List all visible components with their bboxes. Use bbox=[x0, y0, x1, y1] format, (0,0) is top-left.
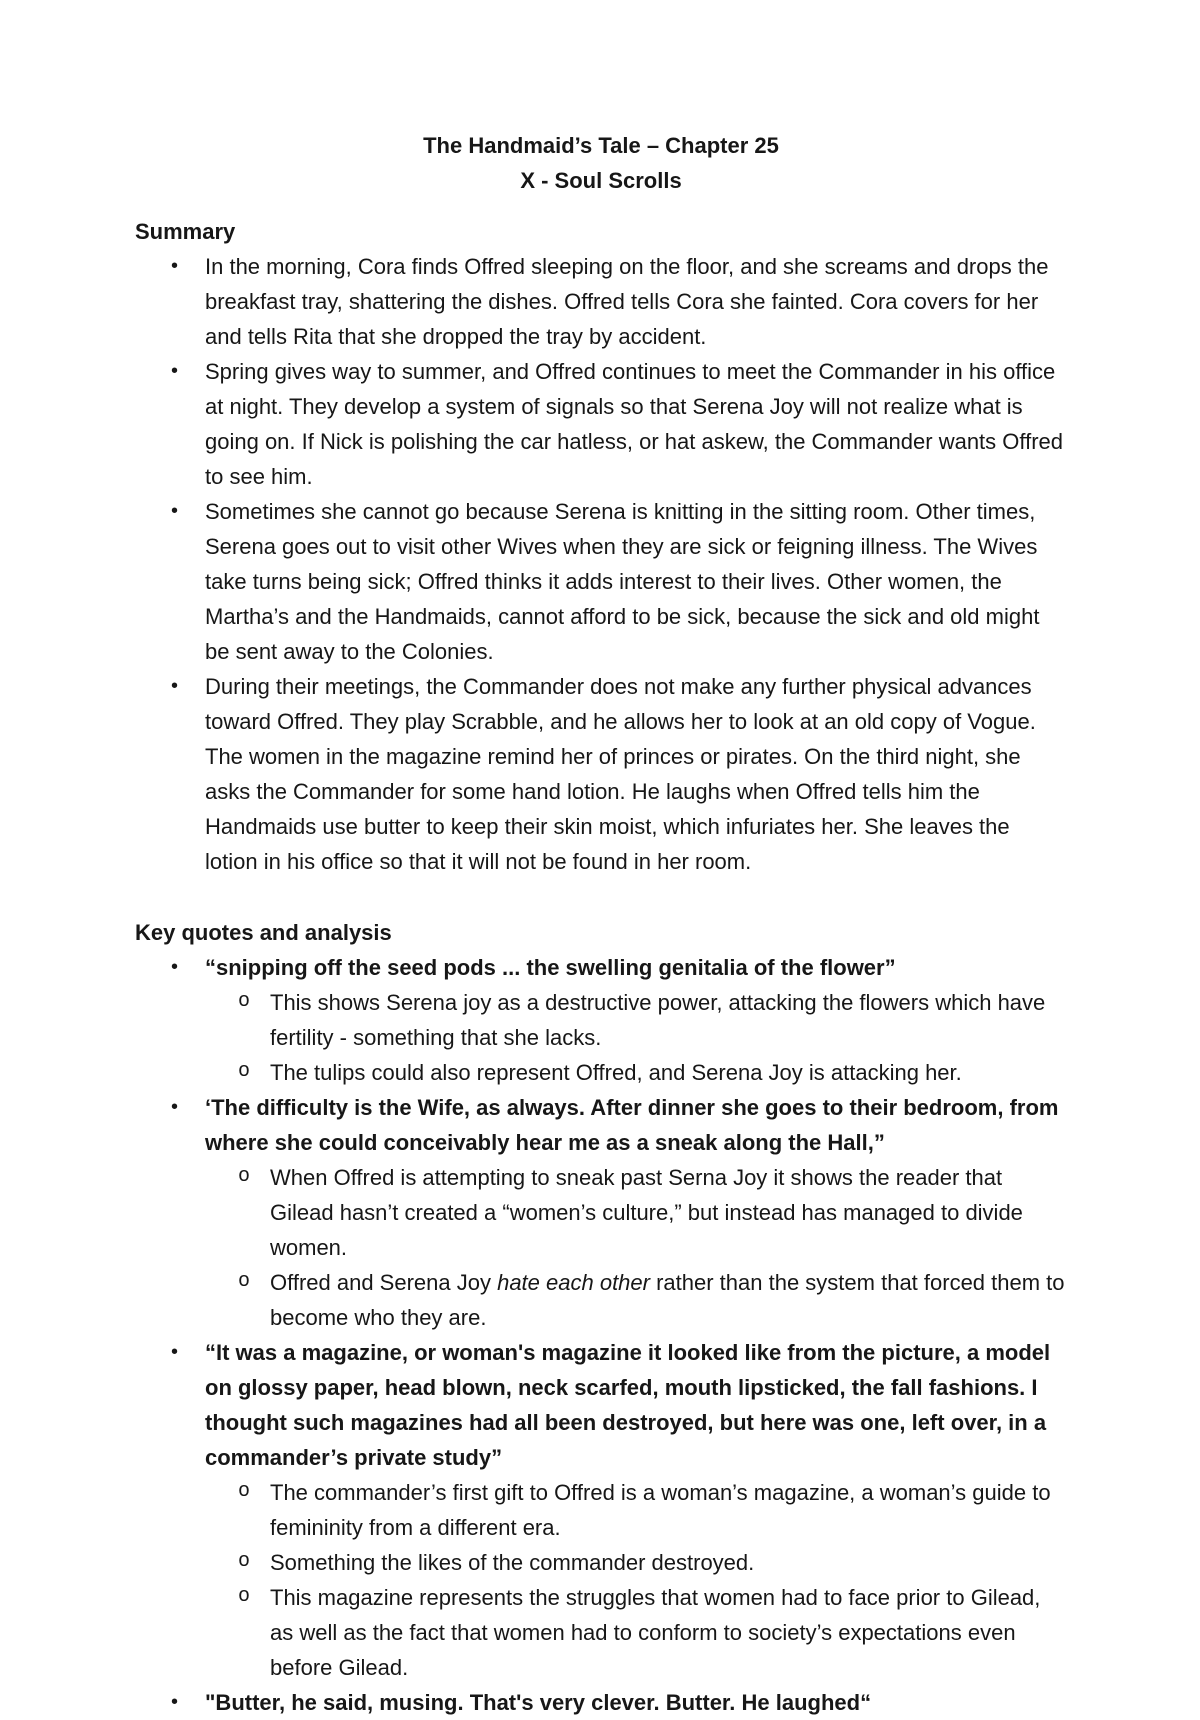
circle-bullet-icon: o bbox=[238, 1585, 251, 1608]
analysis-bullet-item bbox=[135, 1265, 1067, 1335]
analysis-text: Something the likes of the commander destroyed. bbox=[270, 1550, 755, 1575]
analysis-text-segment: rather than the system that forced them to become who they are. bbox=[270, 1270, 1065, 1330]
analysis-text: The commander’s first gift to Offred is a woman’s magazine, a woman’s guide to femininity from a different era. bbox=[270, 1480, 1051, 1540]
bullet-icon: • bbox=[171, 1691, 179, 1713]
summary-list bbox=[135, 249, 1067, 879]
analysis-bullet-item bbox=[135, 1580, 1067, 1685]
summary-section bbox=[135, 214, 1067, 879]
summary-bullet-item bbox=[135, 249, 1067, 354]
analysis-text-italic-segment: hate each other bbox=[497, 1270, 650, 1295]
quote-bullet-item bbox=[135, 950, 1067, 985]
analysis-text: When Offred is attempting to sneak past Serna Joy it shows the reader that Gilead hasn’t created a “women’s culture,” but instead has managed to divide women. bbox=[270, 1165, 1023, 1260]
bullet-icon: • bbox=[171, 1096, 179, 1118]
quote-bullet-item bbox=[135, 1335, 1067, 1475]
circle-bullet-icon: o bbox=[238, 990, 251, 1013]
circle-bullet-icon: o bbox=[238, 1270, 251, 1293]
analysis-text: This shows Serena joy as a destructive power, attacking the flowers which have fertility - something that she lacks. bbox=[270, 990, 1046, 1050]
summary-item-text: Sometimes she cannot go because Serena is knitting in the sitting room. Other times, Serena goes out to visit other Wives when they are sick or feigning illness. The Wives take turns being sick; Offred thinks it adds interest to their lives. Other women, the Martha’s and the Handmaids, cannot afford to be sick, because the sick and old might be sent away to the Colonies. bbox=[205, 499, 1040, 664]
summary-heading: Summary bbox=[135, 219, 236, 244]
circle-bullet-icon: o bbox=[238, 1480, 251, 1503]
quotes-list bbox=[135, 950, 1067, 1720]
bullet-icon: • bbox=[171, 255, 179, 277]
analysis-text: This magazine represents the struggles that women had to face prior to Gilead, as well as the fact that women had to conform to society’s expectations even before Gilead. bbox=[270, 1585, 1041, 1680]
circle-bullet-icon: o bbox=[238, 1550, 251, 1573]
summary-bullet-item bbox=[135, 354, 1067, 494]
summary-item-text: During their meetings, the Commander does not make any further physical advances toward Offred. They play Scrabble, and he allows her to look at an old copy of Vogue. The women in the magazine remind her of princes or pirates. On the third night, she asks the Commander for some hand lotion. He laughs when Offred tells him the Handmaids use butter to keep their skin moist, which infuriates her. She leaves the lotion in his office so that it will not be found in her room. bbox=[205, 674, 1036, 874]
analysis-bullet-item bbox=[135, 1160, 1067, 1265]
analysis-bullet-item bbox=[135, 985, 1067, 1055]
quote-text: "Butter, he said, musing. That's very clever. Butter. He laughed“ bbox=[205, 1690, 872, 1715]
title-block bbox=[135, 128, 1067, 198]
quote-text: “It was a magazine, or woman's magazine it looked like from the picture, a model on glossy paper, head blown, neck scarfed, mouth lipsticked, the fall fashions. I thought such magazines had all been destroyed, but here was one, left over, in a commander’s private study” bbox=[205, 1340, 1051, 1470]
summary-item-text: Spring gives way to summer, and Offred continues to meet the Commander in his office at night. They develop a system of signals so that Serena Joy will not realize what is going on. If Nick is polishing the car hatless, or hat askew, the Commander wants Offred to see him. bbox=[205, 359, 1064, 489]
analysis-text bbox=[270, 1270, 1065, 1330]
summary-bullet-item bbox=[135, 494, 1067, 669]
quote-text: ‘The difficulty is the Wife, as always. After dinner she goes to their bedroom, from where she could conceivably hear me as a sneak along the Hall,” bbox=[205, 1095, 1059, 1155]
bullet-icon: • bbox=[171, 1341, 179, 1363]
summary-bullet-item bbox=[135, 669, 1067, 879]
analysis-bullet-item bbox=[135, 1475, 1067, 1545]
document-title: The Handmaid’s Tale – Chapter 25 bbox=[423, 133, 779, 158]
bullet-icon: • bbox=[171, 675, 179, 697]
circle-bullet-icon: o bbox=[238, 1060, 251, 1083]
bullet-icon: • bbox=[171, 956, 179, 978]
quote-bullet-item bbox=[135, 1090, 1067, 1160]
analysis-text: The tulips could also represent Offred, and Serena Joy is attacking her. bbox=[270, 1060, 962, 1085]
quotes-heading: Key quotes and analysis bbox=[135, 920, 392, 945]
document-subtitle: X - Soul Scrolls bbox=[520, 168, 682, 193]
quote-bullet-item bbox=[135, 1685, 1067, 1720]
bullet-icon: • bbox=[171, 360, 179, 382]
quote-text: “snipping off the seed pods ... the swelling genitalia of the flower” bbox=[205, 955, 896, 980]
bullet-icon: • bbox=[171, 500, 179, 522]
analysis-bullet-item bbox=[135, 1545, 1067, 1580]
circle-bullet-icon: o bbox=[238, 1165, 251, 1188]
quotes-section bbox=[135, 915, 1067, 1720]
analysis-bullet-item bbox=[135, 1055, 1067, 1090]
summary-item-text: In the morning, Cora finds Offred sleeping on the floor, and she screams and drops the breakfast tray, shattering the dishes. Offred tells Cora she fainted. Cora covers for her and tells Rita that she dropped the tray by accident. bbox=[205, 254, 1049, 349]
analysis-text-segment: Offred and Serena Joy bbox=[270, 1270, 498, 1295]
